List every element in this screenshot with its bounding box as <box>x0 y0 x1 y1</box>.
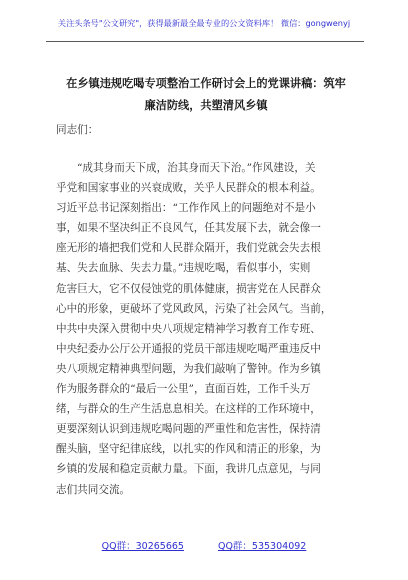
header-divider <box>46 41 364 42</box>
title-line-2: 廉洁防线，共塑清风乡镇 <box>144 98 268 112</box>
footer <box>0 538 408 552</box>
footer-qq-group-2[interactable]: QQ群：535304092 <box>217 541 307 552</box>
document-title <box>56 72 356 116</box>
header-banner: 关注头条号"公文研究"，获得最新最全最专业的公文资料库！ 微信：gongwenyj <box>57 18 351 28</box>
greeting: 同志们： <box>56 124 99 136</box>
body-paragraph: “成其身而天下成，治其身而天下治。”作风建设，关 乎党和国家事业的兴衰成败，关乎人民群众的根本利益。 习近平总书记深刻指出：“工作作风上的问题绝对不是小 事，如果不坚决纠正不良风气，任其发展下去，就会像一 座无形的墙把我们党和人民群众隔开，我们党就会失去根 基、失去血脉、失去力量。”违规吃喝，看似事小，实则 危害巨大，它不仅侵蚀党的肌体健康，损害党在人民群众 心中的形象，更破坏了党风政风，污染了社会风气。当前， 中共中央深入贯彻中央八项规定精神学习教育工作专班、 中央纪委办公厅公开通报的党员干部违规吃喝严重违反中 央八项规定精神典型问题，为我们敲响了警钟。作为乡镇 作为服务群众的“最后一公里”，直面百姓，工作千头万 绪，与群众的生产生活息息相关。在这样的工作环境中， 更要深刻认识到违规吃喝问题的严重性和危害性，保持清 醒头脑，坚守纪律底线，以扎实的作风和清正的形象，为 乡镇的发展和稳定贡献力量。下面，我讲几点意见，与同 志们共同交流。 <box>56 162 332 496</box>
footer-qq-group-1[interactable]: QQ群：30265665 <box>101 541 184 552</box>
title-line-1: 在乡镇违规吃喝专项整治工作研讨会上的党课讲稿：筑牢 <box>66 76 346 90</box>
